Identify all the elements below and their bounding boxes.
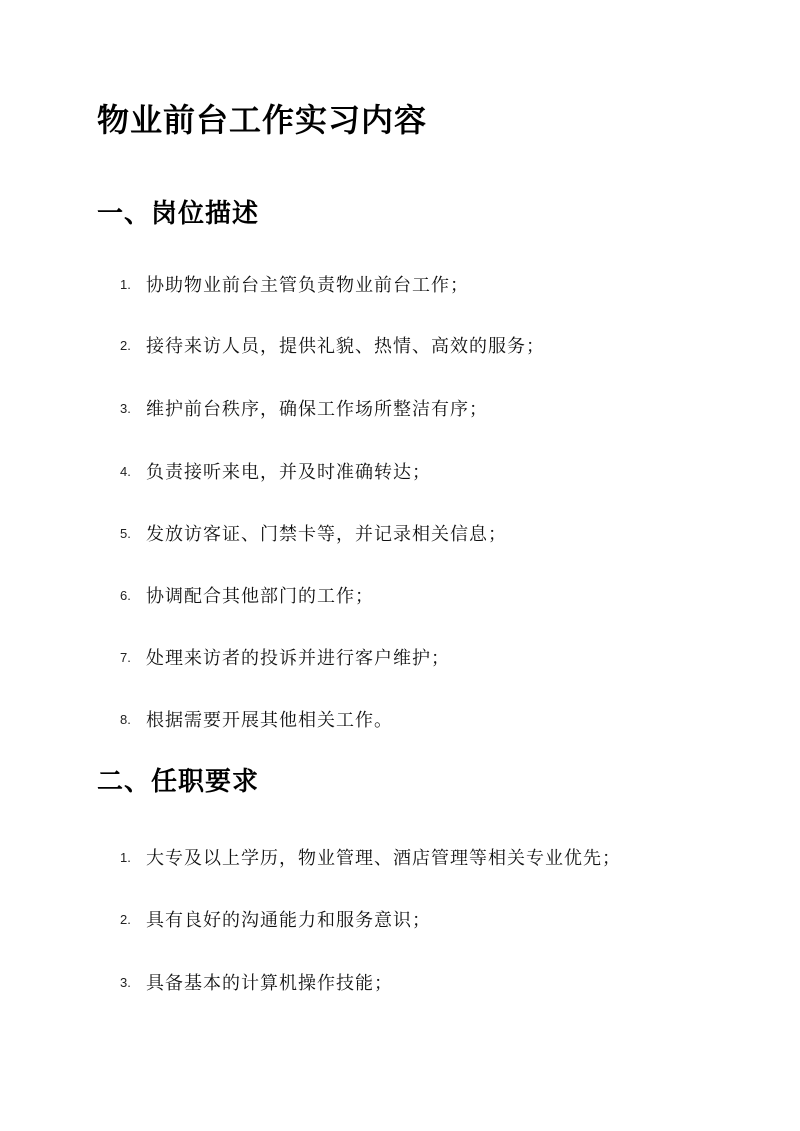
list-item-number: 6. [120,587,131,603]
list-item-text: 维护前台秩序，确保工作场所整洁有序； [146,399,488,420]
list-item-text: 根据需要开展其他相关工作。 [146,710,393,731]
list-item-number: 3. [120,400,131,416]
list-item-text: 负责接听来电，并及时准确转达； [146,462,431,483]
list-item-number: 2. [120,911,131,927]
list-item [120,455,431,487]
list-item [120,579,374,611]
list-item-text: 协调配合其他部门的工作； [146,586,374,607]
list-item-text: 接待来访人员，提供礼貌、热情、高效的服务； [146,336,545,357]
list-item-number: 2. [120,337,131,353]
list-item-text: 发放访客证、门禁卡等，并记录相关信息； [146,524,507,545]
list-item-number: 8. [120,711,131,727]
page-title: 物业前台工作实习内容 [97,101,428,139]
list-item [120,903,431,935]
list-item-text: 协助物业前台主管负责物业前台工作； [146,275,469,296]
section-heading-job-requirements: 二、任职要求 [97,767,260,797]
list-item-number: 7. [120,649,131,665]
list-item [120,641,450,673]
list-item-text: 具有良好的沟通能力和服务意识； [146,910,431,931]
list-item-number: 1. [120,276,131,292]
list-item-text: 大专及以上学历，物业管理、酒店管理等相关专业优先； [146,848,621,869]
list-item-number: 5. [120,525,131,541]
list-item-number: 4. [120,463,131,479]
list-item [120,841,621,873]
list-item-text: 处理来访者的投诉并进行客户维护； [146,648,450,669]
list-item-number: 1. [120,849,131,865]
list-item [120,268,469,300]
section-heading-job-description: 一、岗位描述 [97,199,260,229]
list-item-text: 具备基本的计算机操作技能； [146,973,393,994]
list-item [120,392,488,424]
list-item [120,966,393,998]
list-item [120,703,393,735]
list-item-number: 3. [120,974,131,990]
list-item [120,517,507,549]
list-item [120,329,545,361]
